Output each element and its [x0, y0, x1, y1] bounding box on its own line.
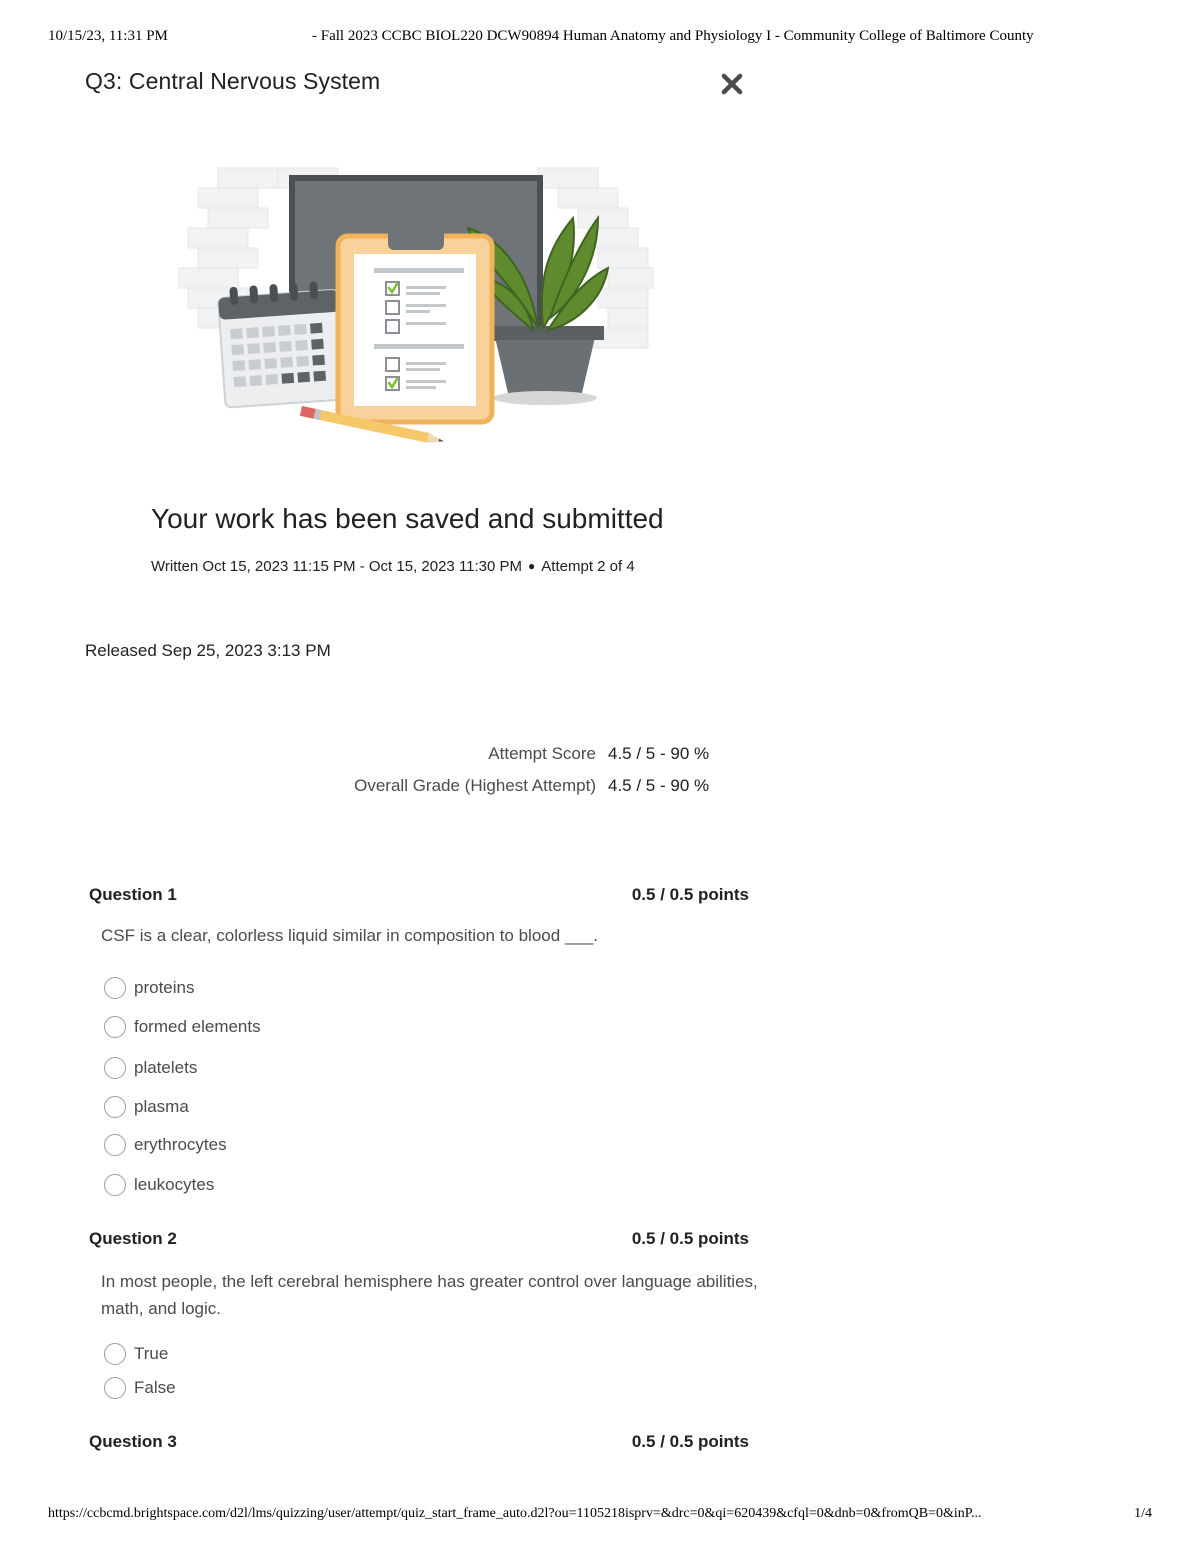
- print-footer: [48, 1506, 1152, 1526]
- question-1-choice-platelets[interactable]: [104, 1056, 197, 1080]
- radio-button[interactable]: [104, 1377, 126, 1399]
- written-date-range: Oct 15, 2023 11:15 PM - Oct 15, 2023 11:30 PM: [202, 558, 523, 575]
- question-3-header: [89, 1432, 749, 1456]
- radio-button[interactable]: [104, 1096, 126, 1118]
- question-2-header: [89, 1229, 749, 1253]
- question-title: Question 1: [89, 885, 177, 904]
- question-title: Question 2: [89, 1229, 177, 1248]
- submission-details: [151, 558, 635, 575]
- radio-button[interactable]: [104, 977, 126, 999]
- quiz-title: Q3: Central Nervous System: [85, 68, 381, 94]
- choice-label: True: [134, 1344, 169, 1363]
- page-url: https://ccbcmd.brightspace.com/d2l/lms/quizzing/user/attempt/quiz_start_frame_auto.d2l?ou=1105218isprv=&drc=0&qi=620439&cfql=0&dnb=0&fromQB=0&inP...: [48, 1506, 982, 1521]
- radio-button[interactable]: [104, 1174, 126, 1196]
- choice-label: formed elements: [134, 1017, 261, 1036]
- question-1-text: CSF is a clear, colorless liquid similar in composition to blood ___.: [101, 926, 599, 945]
- attempt-score-label: Attempt Score: [488, 744, 596, 763]
- attempt-score-row: [354, 744, 724, 776]
- attempt-score-value: 4.5 / 5 - 90 %: [608, 744, 710, 763]
- print-header: [48, 28, 1152, 48]
- radio-button[interactable]: [104, 1016, 126, 1038]
- clipboard-illustration-icon: [178, 158, 658, 448]
- close-x-icon: [716, 68, 748, 100]
- overall-grade-value: 4.5 / 5 - 90 %: [608, 776, 710, 795]
- question-1-choice-proteins[interactable]: [104, 976, 194, 1000]
- question-2-choice-true[interactable]: [104, 1342, 168, 1366]
- released-date: Released Sep 25, 2023 3:13 PM: [85, 641, 331, 660]
- score-summary: [354, 744, 724, 808]
- radio-button[interactable]: [104, 1343, 126, 1365]
- radio-button[interactable]: [104, 1057, 126, 1079]
- written-prefix: Written: [151, 558, 199, 575]
- question-points: 0.5 / 0.5 points: [631, 1229, 749, 1248]
- question-2-choice-false[interactable]: [104, 1376, 176, 1400]
- choice-label: erythrocytes: [134, 1135, 227, 1154]
- overall-grade-row: [354, 776, 724, 808]
- choice-label: plasma: [134, 1097, 189, 1116]
- question-points: 0.5 / 0.5 points: [631, 1432, 749, 1451]
- quiz-submitted-illustration: [178, 158, 658, 448]
- question-1-choice-formed-elements[interactable]: [104, 1015, 261, 1039]
- question-points: 0.5 / 0.5 points: [631, 885, 749, 904]
- choice-label: False: [134, 1378, 176, 1397]
- choice-label: leukocytes: [134, 1175, 215, 1194]
- attempt-count: Attempt 2 of 4: [541, 558, 635, 575]
- question-1-choice-erythrocytes[interactable]: [104, 1133, 227, 1157]
- bullet-separator-icon: ●: [528, 559, 536, 573]
- choice-label: platelets: [134, 1058, 198, 1077]
- question-title: Question 3: [89, 1432, 177, 1451]
- submission-heading: Your work has been saved and submitted: [151, 503, 664, 534]
- overall-grade-label: Overall Grade (Highest Attempt): [354, 776, 596, 795]
- close-button[interactable]: [716, 68, 748, 100]
- radio-button[interactable]: [104, 1134, 126, 1156]
- page-number: 1/4: [1134, 1506, 1152, 1521]
- question-2-text: In most people, the left cerebral hemisphere has greater control over language abilities, math, and logic.: [101, 1272, 758, 1318]
- question-1-choice-plasma[interactable]: [104, 1095, 189, 1119]
- question-1-choice-leukocytes[interactable]: [104, 1173, 214, 1197]
- print-page-title: - Fall 2023 CCBC BIOL220 DCW90894 Human Anatomy and Physiology I - Community College of Baltimore County: [312, 28, 1034, 44]
- choice-label: proteins: [134, 978, 195, 997]
- print-date: 10/15/23, 11:31 PM: [48, 28, 168, 44]
- question-1-header: [89, 885, 749, 909]
